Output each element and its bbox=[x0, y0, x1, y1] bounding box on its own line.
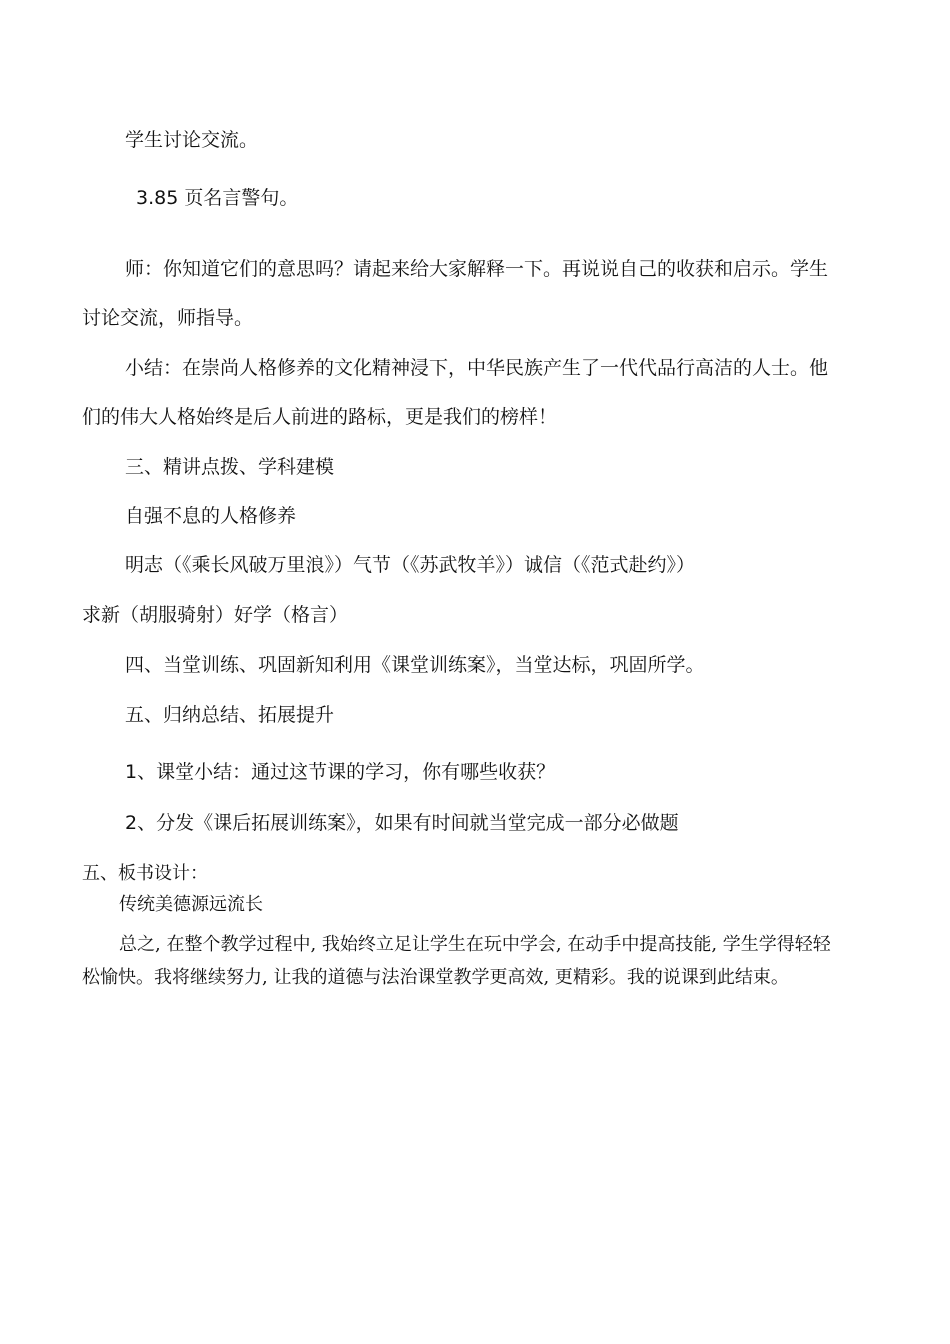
section-heading: 五、归纳总结、拓展提升 bbox=[125, 704, 335, 726]
text-line: 小结：在崇尚人格修养的文化精神浸下，中华民族产生了一代代品行高洁的人士。他 bbox=[125, 357, 829, 379]
text-line: 讨论交流，师指导。 bbox=[82, 307, 254, 329]
text-line: 自强不息的人格修养 bbox=[125, 505, 297, 527]
section-heading: 四、当堂训练、巩固新知利用《课堂训练案》，当堂达标，巩固所学。 bbox=[125, 654, 705, 676]
text-line: 松愉快。我将继续努力, 让我的道德与法治课堂教学更高效, 更精彩。我的说课到此结束。 bbox=[82, 967, 789, 988]
list-item: 1、课堂小结：通过这节课的学习，你有哪些收获？ bbox=[125, 761, 556, 783]
text-line: 学生讨论交流。 bbox=[125, 129, 259, 151]
text-line: 明志（《乘长风破万里浪》）气节（《苏武牧羊》）诚信（《范式赴约》） bbox=[125, 554, 696, 576]
text-line: 们的伟大人格始终是后人前进的路标，更是我们的榜样！ bbox=[82, 406, 558, 428]
text-line: 师：你知道它们的意思吗？请起来给大家解释一下。再说说自己的收获和启示。学生 bbox=[125, 258, 829, 280]
text-line: 传统美德源远流长 bbox=[119, 894, 263, 915]
text-line: 3.85 页名言警句。 bbox=[136, 187, 299, 209]
section-heading: 三、精讲点拨、学科建模 bbox=[125, 456, 335, 478]
text-line: 总之, 在整个教学过程中, 我始终立足让学生在玩中学会, 在动手中提高技能, 学生学得轻轻 bbox=[119, 934, 831, 955]
list-item: 2、分发《课后拓展训练案》，如果有时间就当堂完成一部分必做题 bbox=[125, 812, 679, 834]
section-heading: 五、板书设计： bbox=[82, 863, 208, 884]
text-line: 求新（胡服骑射）好学（格言） bbox=[82, 604, 349, 626]
